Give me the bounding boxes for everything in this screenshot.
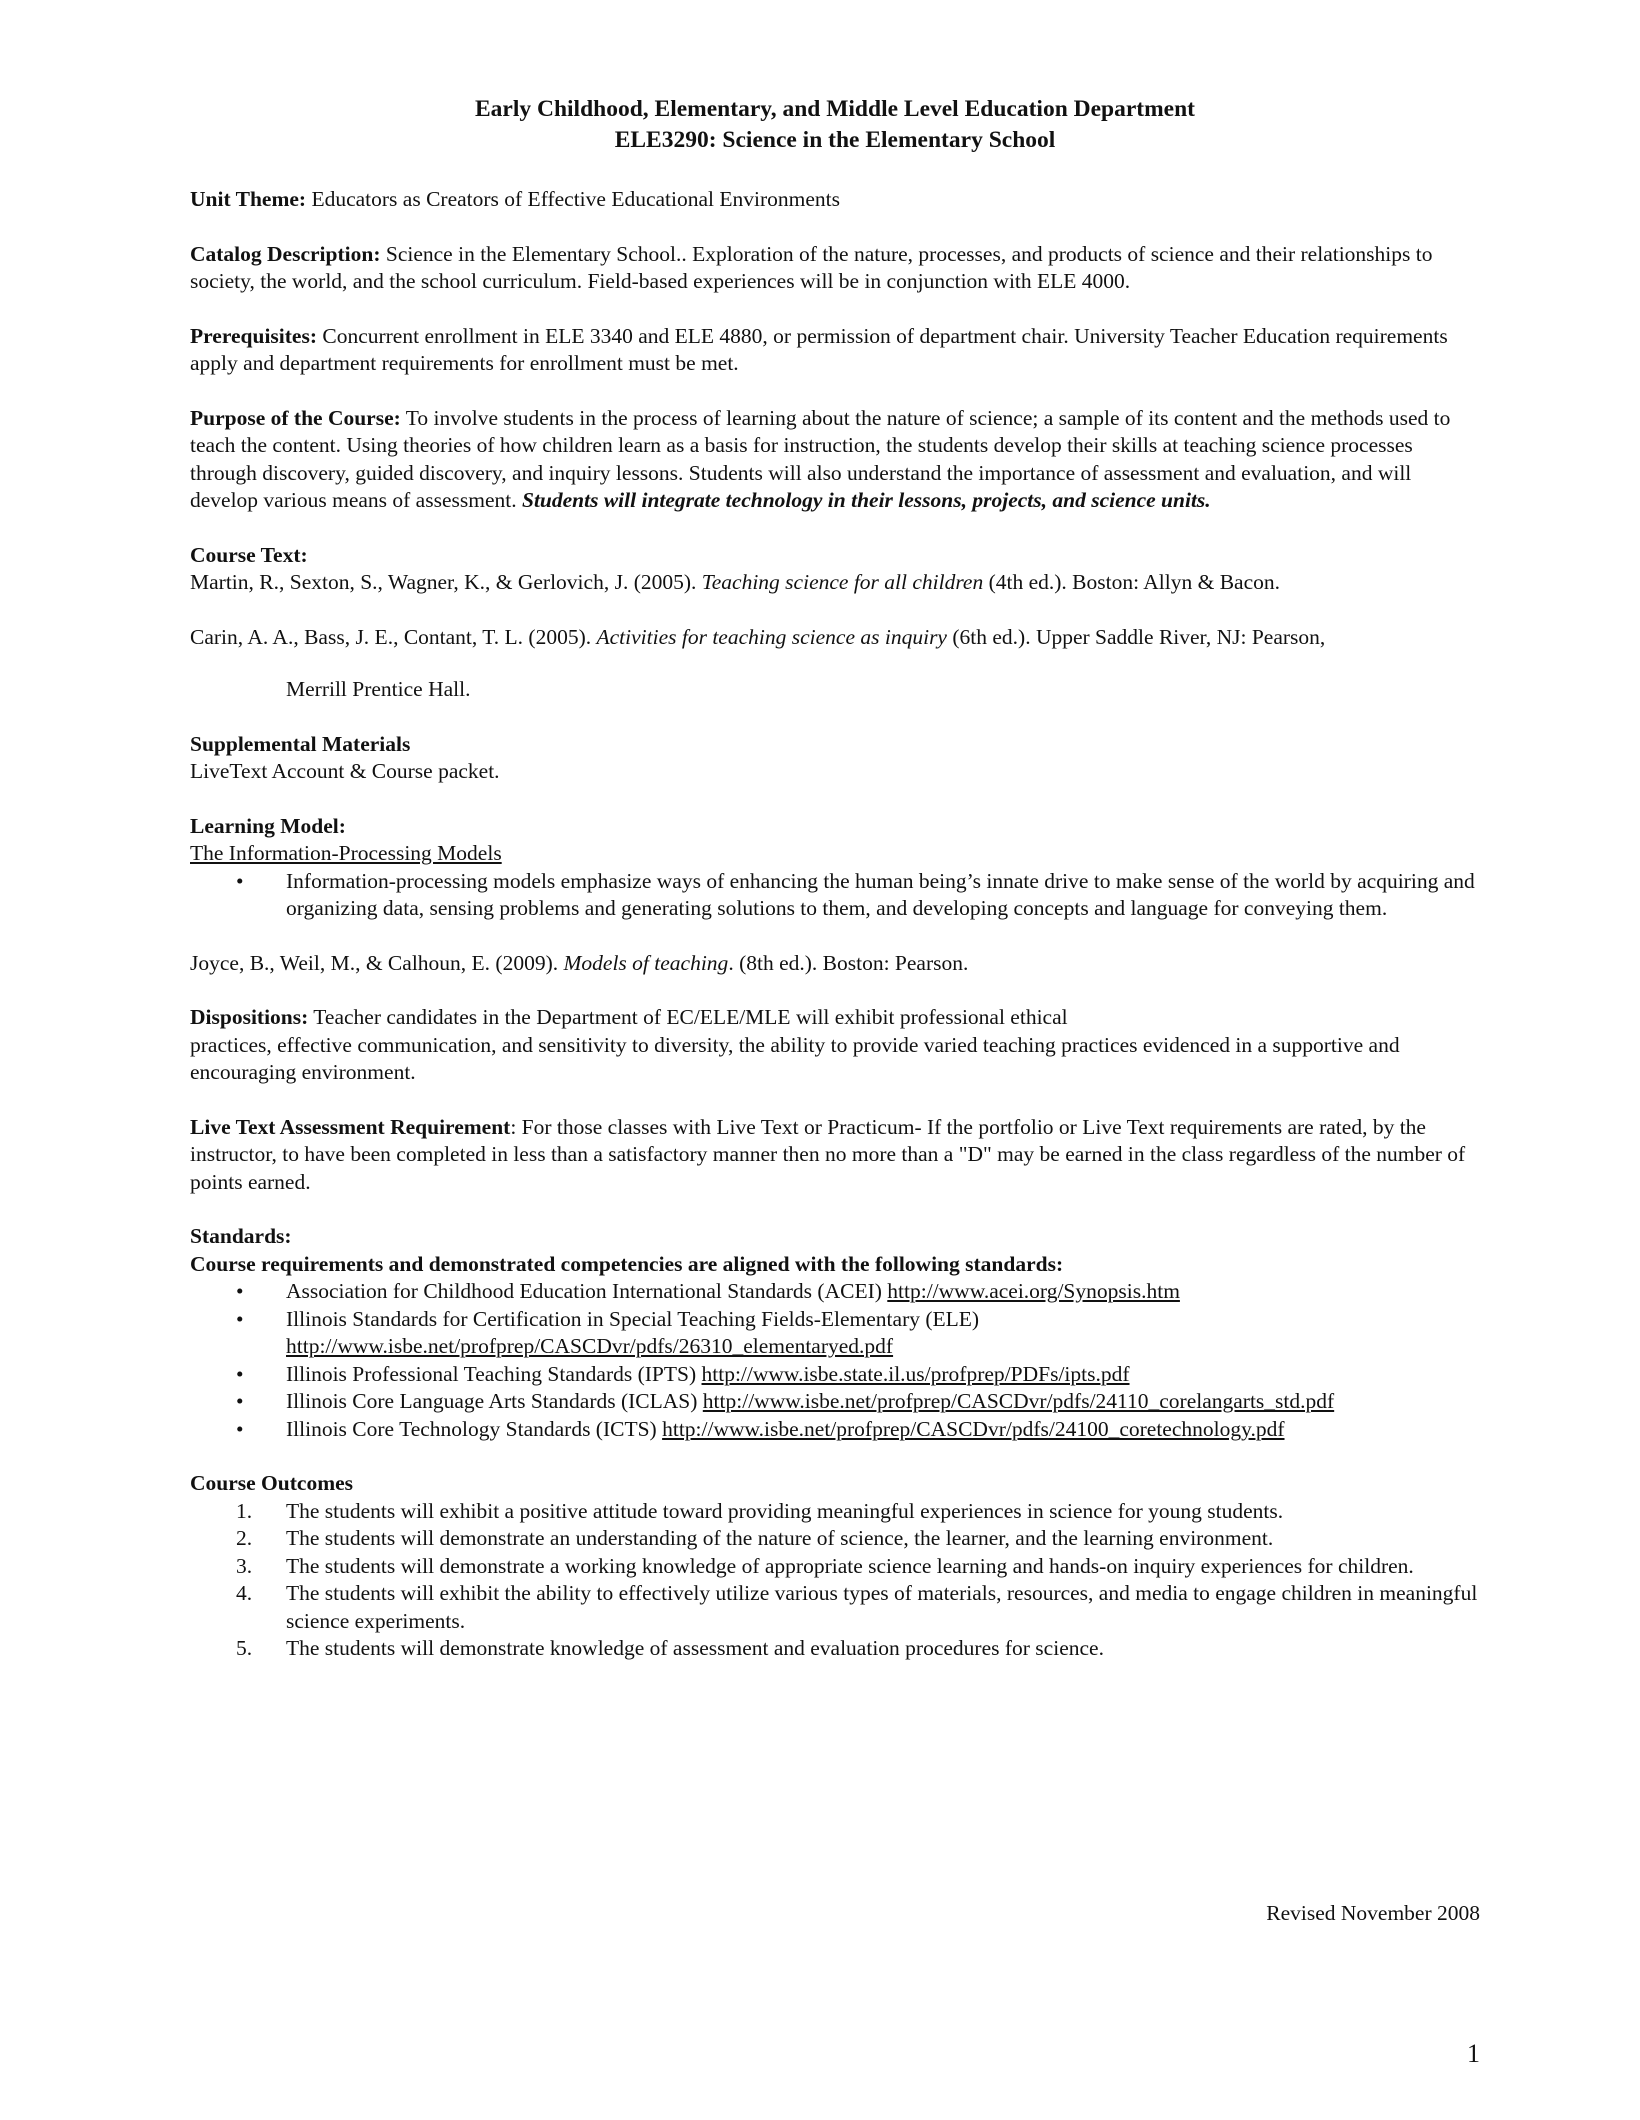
reference-title: Teaching science for all children	[701, 570, 984, 594]
purpose-emphasis: Students will integrate technology in their lessons, projects, and science units.	[521, 488, 1211, 512]
prerequisites-section	[190, 323, 1480, 378]
reference-carin-continuation: Merrill Prentice Hall.	[286, 677, 471, 701]
icts-link[interactable]: http://www.isbe.net/profprep/CASCDvr/pdfs/24100_coretechnology.pdf	[662, 1416, 1285, 1441]
supplemental-text: LiveText Account & Course packet.	[190, 759, 500, 783]
list-item: • Illinois Standards for Certification in Special Teaching Fields-Elementary (ELE) http://www.isbe.net/profprep/CASCDvr/pdfs/26310_elementaryed.pdf	[236, 1306, 980, 1358]
reference-title: Models of teaching	[563, 950, 729, 975]
livetext-label: Live Text Assessment Requirement	[190, 1114, 511, 1139]
outcomes-label: Course Outcomes	[190, 1471, 354, 1495]
learning-model-label: Learning Model:	[190, 813, 346, 838]
learning-model-list	[190, 868, 1480, 923]
list-item: • Illinois Core Technology Standards (ICTS) http://www.isbe.net/profprep/CASCDvr/pdfs/24100_coretechnology.pdf	[190, 1416, 1480, 1444]
page-number: 1	[1467, 2039, 1480, 2068]
dispositions-label: Dispositions:	[190, 1005, 309, 1029]
catalog-label: Catalog Description:	[190, 241, 381, 266]
reference-joyce: Joyce, B., Weil, M., & Calhoun, E. (2009). Models of teaching. (8th ed.). Boston: Pearson.	[190, 950, 969, 975]
course-text-label: Course Text:	[190, 542, 308, 567]
list-item: • Illinois Core Language Arts Standards (ICLAS) http://www.isbe.net/profprep/CASCDvr/pdfs/24110_corelangarts_std.pdf	[190, 1388, 1480, 1416]
list-item: • Association for Childhood Education International Standards (ACEI) http://www.acei.org/Synopsis.htm	[190, 1278, 1480, 1306]
standards-subhead: Course requirements and demonstrated competencies are aligned with the following standards:	[190, 1251, 1064, 1276]
reference-martin: Martin, R., Sexton, S., Wagner, K., & Gerlovich, J. (2005). Teaching science for all children (4th ed.). Boston: Allyn & Bacon.	[190, 570, 1281, 594]
livetext-text: : For those classes with Live Text or Practicum- If the portfolio or Live Text requirements are rated, by the instructor, to have been completed in less than a satisfactory manner then no more than a "D" may be earned in the class regardless of the number of points earned.	[190, 1114, 1466, 1194]
reference-title: Activities for teaching science as inquiry	[596, 624, 947, 649]
purpose-text: To involve students in the process of learning about the nature of science; a sample of its content and the methods used to teach the content. Using theories of how children learn as a basis for instruction, the students develop their skills at teaching science processes through discovery, guided discovery, and inquiry lessons. Students will also understand the importance of assessment and evaluation, and will develop various means of assessment.	[190, 405, 1451, 512]
iclas-link[interactable]: http://www.isbe.net/profprep/CASCDvr/pdfs/24110_corelangarts_std.pdf	[702, 1389, 1335, 1413]
document-header	[190, 94, 1480, 156]
bullet-icon: •	[236, 1306, 244, 1331]
outcomes-list	[190, 1498, 1480, 1663]
reference-carin: Carin, A. A., Bass, J. E., Contant, T. L. (2005). Activities for teaching science as inquiry (6th ed.). Upper Saddle River, NJ: Pearson,	[190, 624, 1326, 649]
supplemental-label: Supplemental Materials	[190, 731, 411, 756]
list-item: 1. The students will exhibit a positive attitude toward providing meaningful experiences in science for young students.	[236, 1498, 1284, 1523]
list-item: • Illinois Professional Teaching Standards (IPTS) http://www.isbe.state.il.us/profprep/PDFs/ipts.pdf	[190, 1361, 1480, 1389]
list-item: 4. The students will exhibit the ability to effectively utilize various types of materials, resources, and media to engage children in meaningful science experiments.	[236, 1581, 1478, 1633]
purpose-label: Purpose of the Course:	[190, 405, 401, 430]
livetext-section	[190, 1114, 1480, 1197]
bullet-icon: •	[236, 868, 244, 893]
department-title: Early Childhood, Elementary, and Middle Level Education Department	[474, 96, 1196, 122]
prereq-text: Concurrent enrollment in ELE 3340 and ELE 4880, or permission of department chair. University Teacher Education requirements apply and department requirements for enrollment must be met.	[190, 323, 1448, 375]
bullet-icon: •	[236, 1389, 244, 1413]
purpose-section	[190, 405, 1480, 515]
bullet-icon: •	[236, 1361, 244, 1386]
list-item: 3. The students will demonstrate a working knowledge of appropriate science learning and hands-on inquiry experiences for children.	[236, 1553, 1414, 1578]
dispositions-section: Dispositions: Teacher candidates in the Department of EC/ELE/MLE will exhibit professional ethical practices, effective communication, and sensitivity to diversity, the ability to provide varied teaching practices evidenced in a supportive and encouraging environment.	[190, 1004, 1480, 1087]
syllabus-page	[190, 94, 1480, 1663]
outcomes-section	[190, 1470, 1480, 1663]
revision-date: Revised November 2008	[1266, 1901, 1480, 1925]
acei-link[interactable]: http://www.acei.org/Synopsis.htm	[887, 1279, 1180, 1303]
bullet-icon: •	[236, 1416, 244, 1441]
prereq-label: Prerequisites:	[190, 323, 317, 348]
learning-model-subhead: The Information-Processing Models	[190, 841, 502, 865]
standards-label: Standards:	[190, 1224, 292, 1248]
standards-section	[190, 1223, 1480, 1443]
course-title: ELE3290: Science in the Elementary School	[614, 127, 1056, 153]
unit-theme-label: Unit Theme:	[190, 187, 307, 211]
unit-theme-section	[190, 186, 1480, 214]
list-item: 5. The students will demonstrate knowledge of assessment and evaluation procedures for science.	[236, 1636, 1104, 1660]
ele-link[interactable]: http://www.isbe.net/profprep/CASCDvr/pdfs/26310_elementaryed.pdf	[286, 1334, 894, 1358]
unit-theme-text: Educators as Creators of Effective Educational Environments	[306, 187, 841, 211]
supplemental-section	[190, 731, 1480, 786]
ipts-link[interactable]: http://www.isbe.state.il.us/profprep/PDFs/ipts.pdf	[701, 1361, 1130, 1386]
standards-list	[190, 1278, 1480, 1443]
learning-model-section	[190, 813, 1480, 978]
list-item: 2. The students will demonstrate an understanding of the nature of science, the learner, and the learning environment.	[236, 1526, 1274, 1550]
list-item: • Information-processing models emphasize ways of enhancing the human being’s innate drive to make sense of the world by acquiring and organizing data, sensing problems and generating solutions to them, and developing concepts and language for conveying them.	[236, 868, 1475, 920]
bullet-icon: •	[236, 1279, 244, 1303]
catalog-description-section	[190, 241, 1480, 296]
dispositions-text: practices, effective communication, and sensitivity to diversity, the ability to provide varied teaching practices evidenced in a supportive and encouraging environment.	[190, 1032, 1400, 1084]
catalog-text: Science in the Elementary School.. Exploration of the nature, processes, and products of science and their relationships to society, the world, and the school curriculum. Field-based experiences will be in conjunction with ELE 4000.	[190, 241, 1433, 293]
course-text-section	[190, 542, 1480, 704]
